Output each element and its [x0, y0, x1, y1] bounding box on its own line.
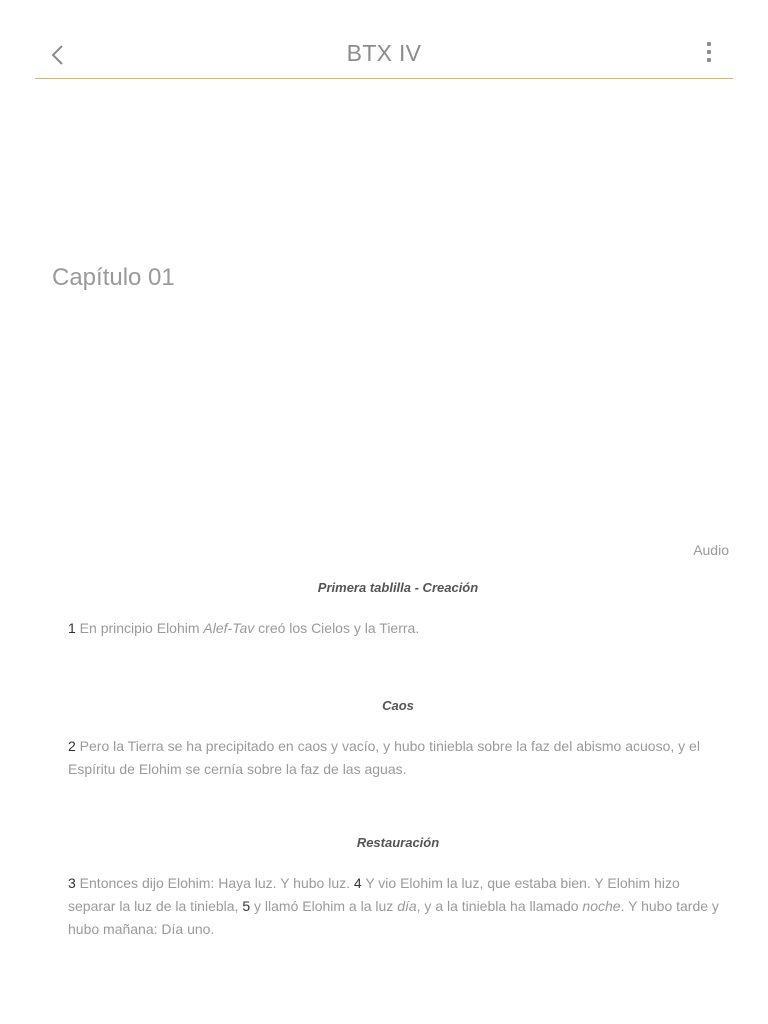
verse-text: y llamó Elohim a la luz — [250, 898, 398, 914]
verse-text-italic: noche — [582, 898, 621, 914]
verse-text: Y vio Elohim la luz, que estaba bien. Y Elohim hizo separar la luz de la tiniebla, — [68, 875, 680, 914]
overflow-menu-button[interactable] — [701, 42, 717, 70]
vertical-dots-icon — [701, 42, 717, 62]
verse-text: creó los Cielos y la Tierra. — [254, 620, 420, 636]
verse-number: 2 — [68, 738, 76, 754]
verse-text-italic: Alef-Tav — [203, 620, 255, 636]
verse-text: En principio Elohim — [75, 620, 204, 636]
app-title: BTX IV — [346, 40, 422, 66]
verse-number: 3 — [68, 875, 76, 891]
verse-text: . Y hubo tarde y hubo mañana: Día uno. — [68, 898, 719, 937]
verse-paragraph-2 — [68, 735, 728, 781]
verse-number: 4 — [353, 875, 362, 891]
verse-paragraph-1 — [68, 617, 728, 640]
verse-number: 5 — [242, 898, 251, 914]
verse-text: Entonces dijo Elohim: Haya luz. Y hubo luz. — [75, 875, 354, 891]
verse-number: 1 — [68, 620, 76, 636]
section-heading-restauracion: Restauración — [356, 835, 440, 850]
chapter-title: Capítulo 01 — [52, 264, 175, 291]
audio-link[interactable]: Audio — [693, 542, 729, 558]
chapter-content — [68, 580, 728, 941]
app-header — [35, 0, 733, 79]
verse-paragraph-3 — [68, 872, 728, 941]
section-heading-creacion: Primera tablilla - Creación — [317, 580, 479, 595]
section-heading-caos: Caos — [382, 698, 414, 713]
verse-text: , y a la tiniebla ha llamado — [416, 898, 583, 914]
verse-text: Pero la Tierra se ha precipitado en caos y vacío, y hubo tiniebla sobre la faz del abismo acuoso, y el Espíritu de Elohim se cernía sobre la faz de las aguas. — [68, 738, 700, 777]
verse-text-italic: día — [397, 898, 417, 914]
